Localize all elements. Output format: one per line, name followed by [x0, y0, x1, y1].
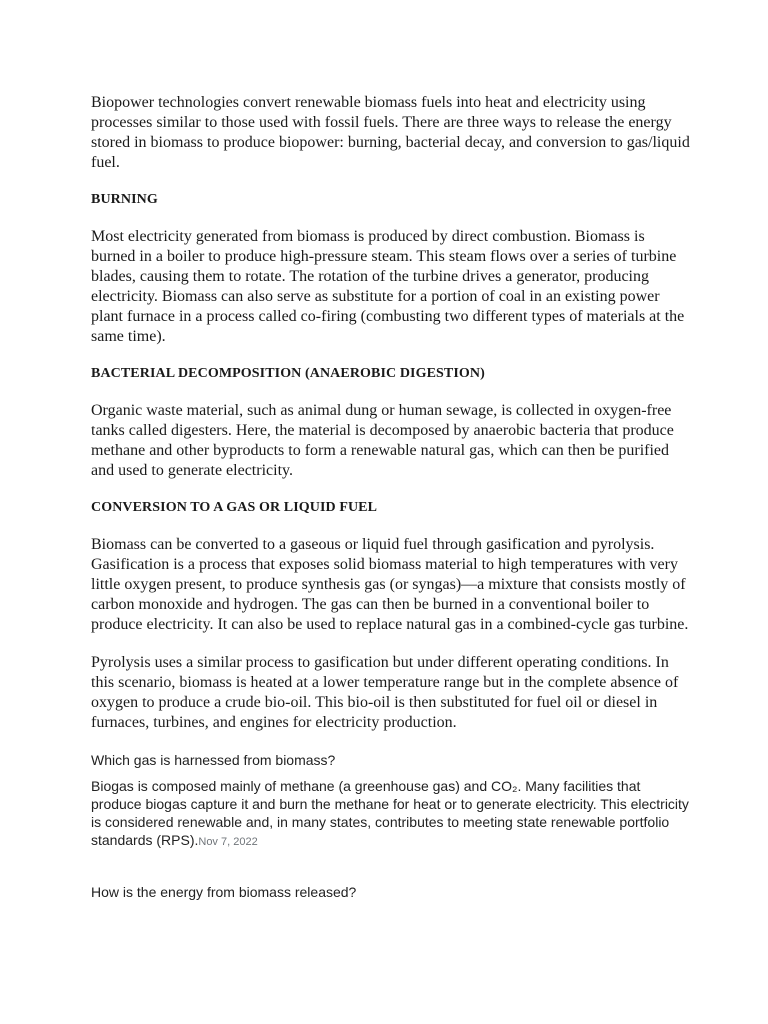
question-energy-release: How is the energy from biomass released?: [91, 884, 357, 900]
qa-block: [91, 751, 691, 901]
section-burning: [91, 191, 691, 347]
section-heading-burning: BURNING: [91, 192, 158, 207]
intro-paragraph: Biopower technologies convert renewable biomass fuels into heat and electricity using processes similar to those used with fossil fuels. There are three ways to release the energy stored in biomass to produce biopower: burning, bacterial decay, and conversion to gas/liquid fuel.: [91, 94, 690, 171]
article-body: [91, 93, 691, 733]
document-page: [91, 93, 691, 909]
question-which-gas: Which gas is harnessed from biomass?: [91, 752, 336, 768]
pyrolysis-paragraph: Pyrolysis uses a similar process to gasification but under different operating conditions. In this scenario, biomass is heated at a lower temperature range but in the complete absence of oxygen to produce a crude bio-oil. This bio-oil is then substituted for fuel oil or diesel in furnaces, turbines, and engines for electricity production.: [91, 654, 679, 731]
answer-text: Biogas is composed mainly of methane (a greenhouse gas) and CO₂. Many facilities that produce biogas capture it and burn the methane for heat or to generate electricity. This electricity is considered renewable and, in many states, contributes to meeting state renewable portfolio standards (RPS).: [91, 778, 689, 848]
answer-which-gas: [91, 777, 691, 851]
section-heading-gas-liquid-fuel: CONVERSION TO A GAS OR LIQUID FUEL: [91, 500, 378, 515]
anaerobic-digestion-paragraph: Organic waste material, such as animal dung or human sewage, is collected in oxygen-free tanks called digesters. Here, the material is decomposed by anaerobic bacteria that produce methane and other byproducts to form a renewable natural gas, which can then be purified and used to generate electricity.: [91, 402, 674, 479]
section-gas-liquid-fuel: [91, 499, 691, 733]
section-heading-anaerobic-digestion: BACTERIAL DECOMPOSITION (ANAEROBIC DIGESTION): [91, 366, 485, 381]
answer-date: Nov 7, 2022: [198, 836, 258, 848]
section-anaerobic-digestion: [91, 365, 691, 481]
gasification-paragraph: Biomass can be converted to a gaseous or liquid fuel through gasification and pyrolysis. Gasification is a process that exposes solid biomass material to high temperatures with very little oxygen present, to produce synthesis gas (or syngas)—a mixture that consists mostly of carbon monoxide and hydrogen. The gas can then be burned in a conventional boiler to produce electricity. It can also be used to replace natural gas in a combined-cycle gas turbine.: [91, 536, 689, 633]
burning-paragraph: Most electricity generated from biomass is produced by direct combustion. Biomass is burned in a boiler to produce high-pressure steam. This steam flows over a series of turbine blades, causing them to rotate. The rotation of the turbine drives a generator, producing electricity. Biomass can also serve as substitute for a portion of coal in an existing power plant furnace in a process called co-firing (combusting two different types of materials at the same time).: [91, 228, 685, 345]
